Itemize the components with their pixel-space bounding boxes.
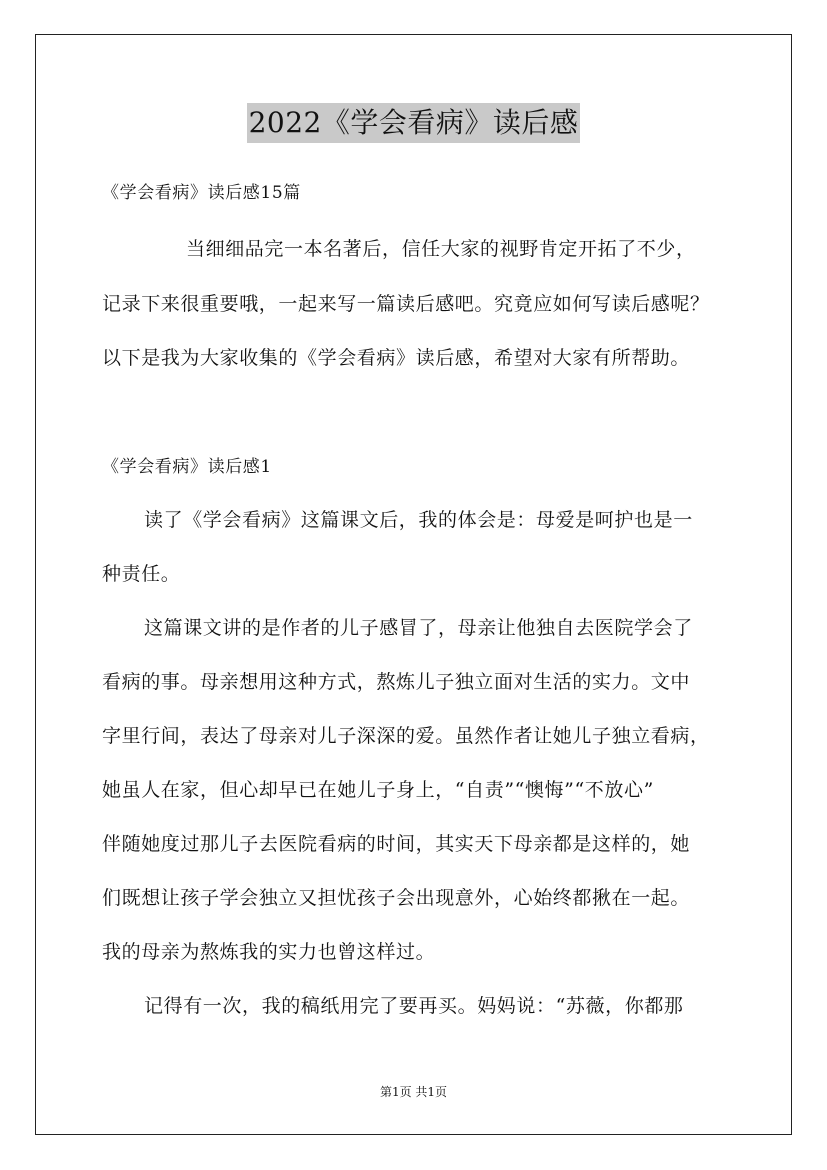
body-line: 种责任。 <box>102 563 181 585</box>
body-line: 这篇课文讲的是作者的儿子感冒了，母亲让他独自去医院学会了 <box>144 617 693 639</box>
body-line: 读了《学会看病》这篇课文后，我的体会是：母爱是呵护也是一 <box>144 509 693 531</box>
body-line: 记得有一次，我的稿纸用完了要再买。妈妈说：“苏薇，你都那 <box>144 995 684 1017</box>
document-title: 2022《学会看病》读后感 <box>247 103 581 143</box>
body-line: 字里行间，表达了母亲对儿子深深的爱。虽然作者让她儿子独立看病， <box>102 725 710 747</box>
page-footer: 第1页 共1页 <box>379 1085 448 1099</box>
title-container <box>0 103 827 143</box>
body-line: 看病的事。母亲想用这种方式，熬炼儿子独立面对生活的实力。文中 <box>102 671 691 693</box>
intro-line: 记录下来很重要哦，一起来写一篇读后感吧。究竟应如何写读后感呢？ <box>102 293 710 315</box>
intro-line: 当细细品完一本名著后，信任大家的视野肯定开拓了不少， <box>186 238 696 260</box>
body-line: 伴随她度过那儿子去医院看病的时间，其实天下母亲都是这样的，她 <box>102 833 691 855</box>
intro-line: 以下是我为大家收集的《学会看病》读后感，希望对大家有所帮助。 <box>102 347 691 369</box>
body-line: 她虽人在家，但心却早已在她儿子身上，“自责”“懊悔”“不放心” <box>102 779 654 801</box>
body-line: 们既想让孩子学会独立又担忧孩子会出现意外，心始终都揪在一起。 <box>102 887 691 909</box>
section-heading: 《学会看病》读后感1 <box>102 457 272 477</box>
document-subtitle: 《学会看病》读后感15篇 <box>102 183 301 203</box>
body-line: 我的母亲为熬炼我的实力也曾这样过。 <box>102 941 436 963</box>
